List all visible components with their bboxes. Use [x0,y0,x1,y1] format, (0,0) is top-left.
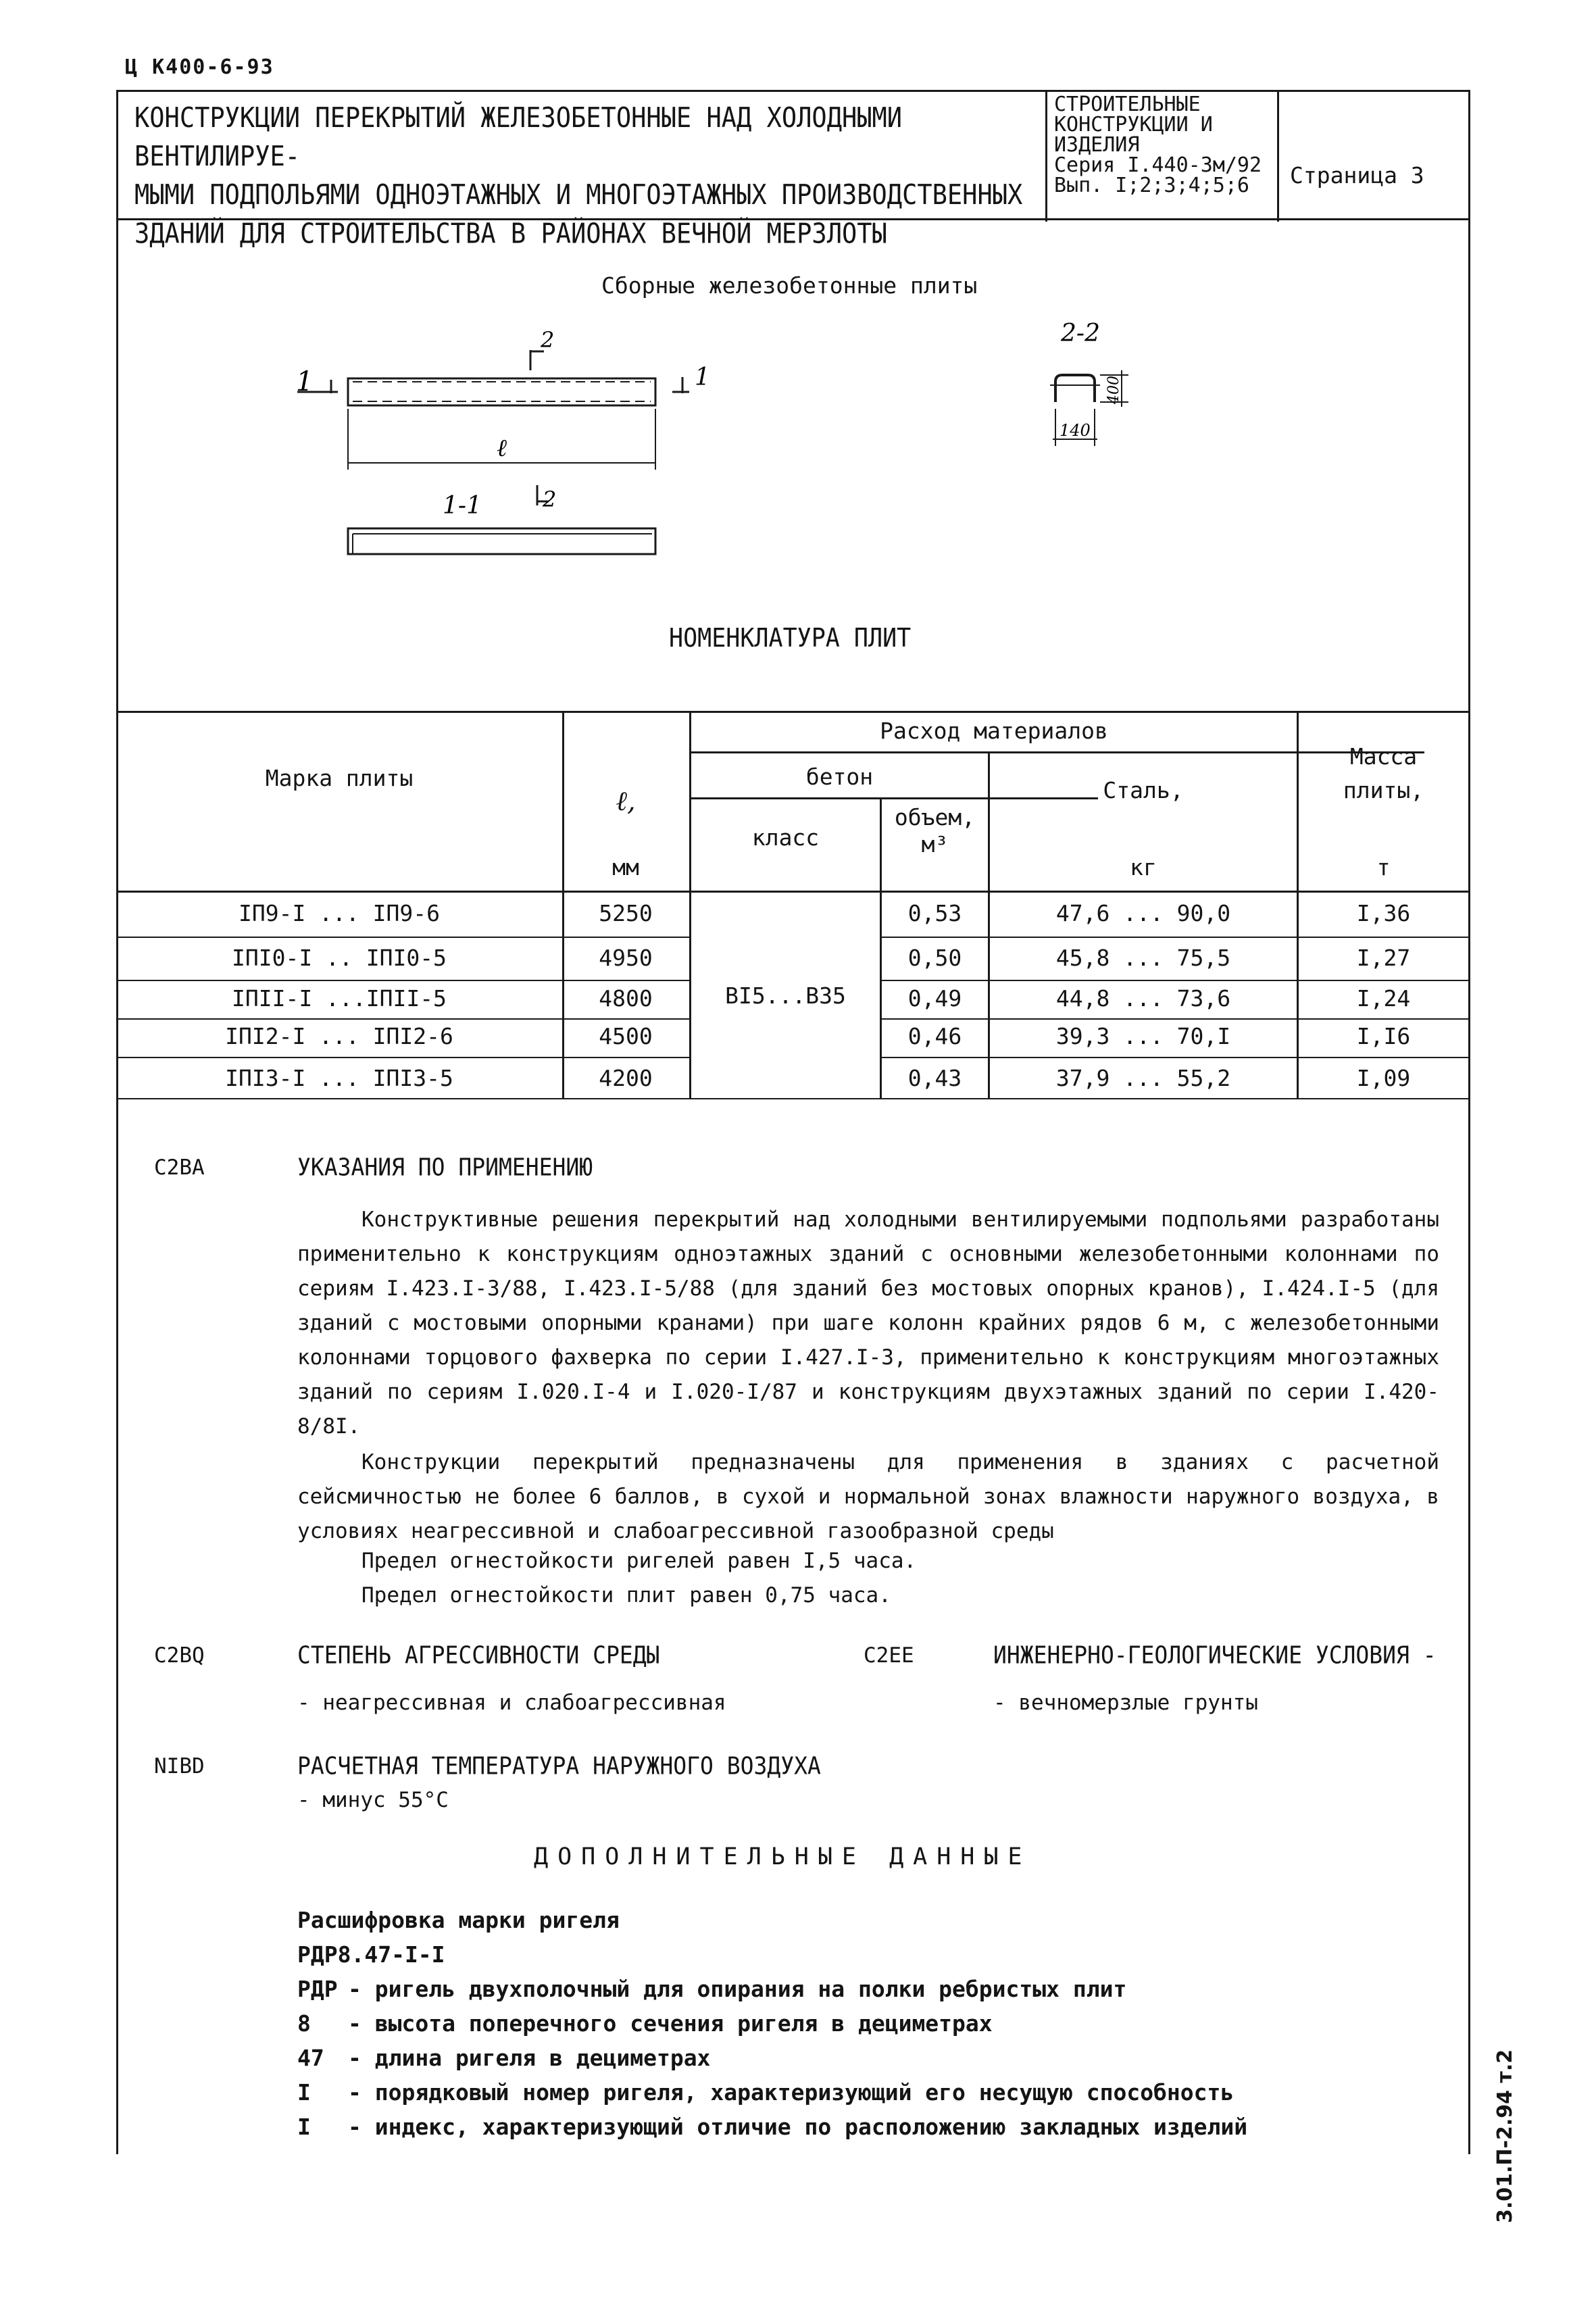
cell-mark: IПI3-I ... IПI3-5 [225,1065,453,1091]
page-cell [1279,92,1468,222]
cell-length: 4200 [599,1065,653,1091]
cell-volume: 0,50 [907,945,962,971]
slab-elevation-drawing [270,318,710,574]
section-label: 1 [695,364,710,391]
title-cell [118,92,1047,250]
cell-steel: 47,6 ... 90,0 [1055,900,1231,926]
additional-data-title: ДОПОЛНИТЕЛЬНЫЕ ДАННЫЕ [534,1843,1032,1870]
usage-paragraph: Конструкции перекрытий предназначены для применения в зданиях с расчетной сейсмичностью не более 6 баллов, в сухой и нормальной зонах влажности наружного воздуха, в условиях неагрессивной и слабоагрессивной газообразной среды [297,1450,1439,1543]
mark-part-key: РДР [297,1976,338,2002]
mark-part-key: I [297,2079,311,2106]
mark-part-key: 8 [297,2010,311,2037]
series-cell [1047,92,1279,222]
cell-mass: I,09 [1356,1065,1411,1091]
page-number: Страница 3 [1290,162,1424,189]
col-header-steel: Сталь, [1103,777,1184,803]
series-line: КОНСТРУКЦИИ И [1054,113,1213,136]
nomenclature-title: НОМЕНКЛАТУРА ПЛИТ [669,624,912,653]
cell-mark: IПII-I ...IПII-5 [232,985,447,1012]
cell-steel: 39,3 ... 70,I [1055,1023,1231,1049]
cell-mass: I,24 [1356,985,1411,1012]
title-line: ЗДАНИЙ ДЛЯ СТРОИТЕЛЬСТВА В РАЙОНАХ ВЕЧНОЙ МЕРЗЛОТЫ [134,218,887,250]
col-header-volume-unit: м³ [921,831,949,857]
slab-profile [1055,375,1095,402]
cell-mass: I,27 [1356,945,1411,971]
col-header-mass-unit: т [1376,854,1391,880]
cell-mark: IП9-I ... IП9-6 [238,900,440,926]
mark-part-desc: - ригель двухполочный для опирания на полки ребристых плит [348,1976,1127,2002]
section-code: C2BQ [154,1643,205,1668]
environment-value: - неагрессивная и слабоагрессивная [297,1691,726,1715]
section-code: C2EE [864,1643,914,1668]
section-label: 2 [541,327,555,353]
temperature-title: РАСЧЕТНАЯ ТЕМПЕРАТУРА НАРУЖНОГО ВОЗДУХА [297,1751,821,1781]
col-header-concrete: бетон [805,764,874,790]
cell-length: 4800 [599,985,653,1012]
cell-length: 5250 [599,900,653,926]
mark-part-desc: - индекс, характеризующий отличие по расположению закладных изделий [348,2114,1248,2140]
mark-part-desc: - высота поперечного сечения ригеля в дециметрах [348,2010,993,2037]
section-label: 1 [296,366,314,397]
mark-part-desc: - порядковый номер ригеля, характеризующий его несущую способность [348,2079,1235,2106]
beam-mark-heading: Расшифровка марки ригеля [297,1907,620,1933]
geology-value: - вечномерзлые грунты [993,1691,1258,1715]
view-label: 2-2 [1061,320,1100,347]
section-label: 2 [543,487,557,512]
usage-title: УКАЗАНИЯ ПО ПРИМЕНЕНИЮ [297,1153,593,1182]
col-header-steel-unit: кг [1130,854,1157,880]
cell-volume: 0,46 [907,1023,962,1049]
series-line: Вып. I;2;3;4;5;6 [1054,174,1249,197]
cell-mark: IПI0-I .. IПI0-5 [232,945,447,971]
fire-resistance-slabs: Предел огнестойкости плит равен 0,75 часа. [361,1583,891,1608]
cell-mass: I,36 [1356,900,1411,926]
document-code: Ц К400-6-93 [125,55,274,79]
view-label: 1-1 [443,492,482,520]
section-code: NIBD [154,1754,205,1778]
cell-steel: 45,8 ... 75,5 [1055,945,1231,971]
cell-length: 4950 [599,945,653,971]
cell-length: 4500 [599,1023,653,1049]
mark-part-key: 47 [297,2045,324,2071]
usage-paragraph: Конструктивные решения перекрытий над холодными вентилируемыми подпольями разработаны применительно к конструкциям одноэтажных зданий с основными железобетонными колоннами по сериям I.423.I-3/88, I.423.I-5/88 (для зданий без мостовых опорных кранов), I.424.I-5 (для зданий с мостовыми опорными кранами) при шаге колонн крайних рядов 6 м, с железобетонными колоннами торцового фахверка по серии I.427.I-3, применительно к конструкциям многоэтажных зданий по сериям I.020.I-4 и I.020-I/87 и конструкциям двухэтажных зданий по серии I.420-8/8I. [297,1208,1439,1439]
col-header-mark: Марка плиты [265,765,414,791]
cell-volume: 0,53 [907,900,962,926]
series-info [1054,95,1262,196]
length-label: ℓ [497,434,507,462]
cell-mass: I,I6 [1356,1023,1411,1049]
section-code: C2BA [154,1155,205,1180]
environment-title: СТЕПЕНЬ АГРЕССИВНОСТИ СРЕДЫ [297,1641,660,1670]
series-line: ИЗДЕЛИЯ [1054,133,1140,157]
cell-steel: 37,9 ... 55,2 [1055,1065,1231,1091]
beam-mark-example: РДР8.47-I-I [297,1941,445,1968]
side-stamp: 3.01.П-2.94 т.2 [1493,2049,1517,2223]
mark-part-desc: - длина ригеля в дециметрах [348,2045,711,2071]
col-header-mass: Масса [1349,743,1418,770]
slab-nomenclature-table [116,711,1468,1099]
cell-steel: 44,8 ... 73,6 [1055,985,1231,1012]
title-block [116,90,1470,250]
dimension-label: 400 [1105,376,1122,404]
section-2-2-drawing [1041,318,1216,459]
col-header-class: класс [751,824,820,851]
series-line: Серия I.440-3м/92 [1054,153,1262,177]
slab-section-1-1 [348,528,655,554]
temperature-value: - минус 55°C [297,1788,449,1812]
col-header-mass-2: плиты, [1343,777,1424,803]
col-header-materials: Расход материалов [880,718,1108,744]
fire-resistance-beams: Предел огнестойкости ригелей равен I,5 часа. [361,1549,917,1573]
cell-volume: 0,49 [907,985,962,1012]
geology-title: ИНЖЕНЕРНО-ГЕОЛОГИЧЕСКИЕ УСЛОВИЯ - [993,1641,1437,1670]
concrete-class-cell: BI5...B35 [725,982,846,1009]
col-header-length-unit: мм [612,854,639,880]
title-line: КОНСТРУКЦИИ ПЕРЕКРЫТИЙ ЖЕЛЕЗОБЕТОННЫЕ НАД ХОЛОДНЫМИ ВЕНТИЛИРУЕ- [134,101,903,172]
col-header-volume: объем, [894,804,976,830]
title-line: МЫМИ ПОДПОЛЬЯМИ ОДНОЭТАЖНЫХ И МНОГОЭТАЖНЫХ ПРОИЗВОДСТВЕННЫХ [134,178,1023,211]
series-line: СТРОИТЕЛЬНЫЕ [1054,93,1201,116]
mark-part-key: I [297,2114,311,2140]
cell-mark: IПI2-I ... IПI2-6 [225,1023,453,1049]
dimension-label: 140 [1059,421,1091,440]
drawing-caption: Сборные железобетонные плиты [601,272,978,299]
cell-volume: 0,43 [907,1065,962,1091]
col-header-length: ℓ, [616,786,636,817]
